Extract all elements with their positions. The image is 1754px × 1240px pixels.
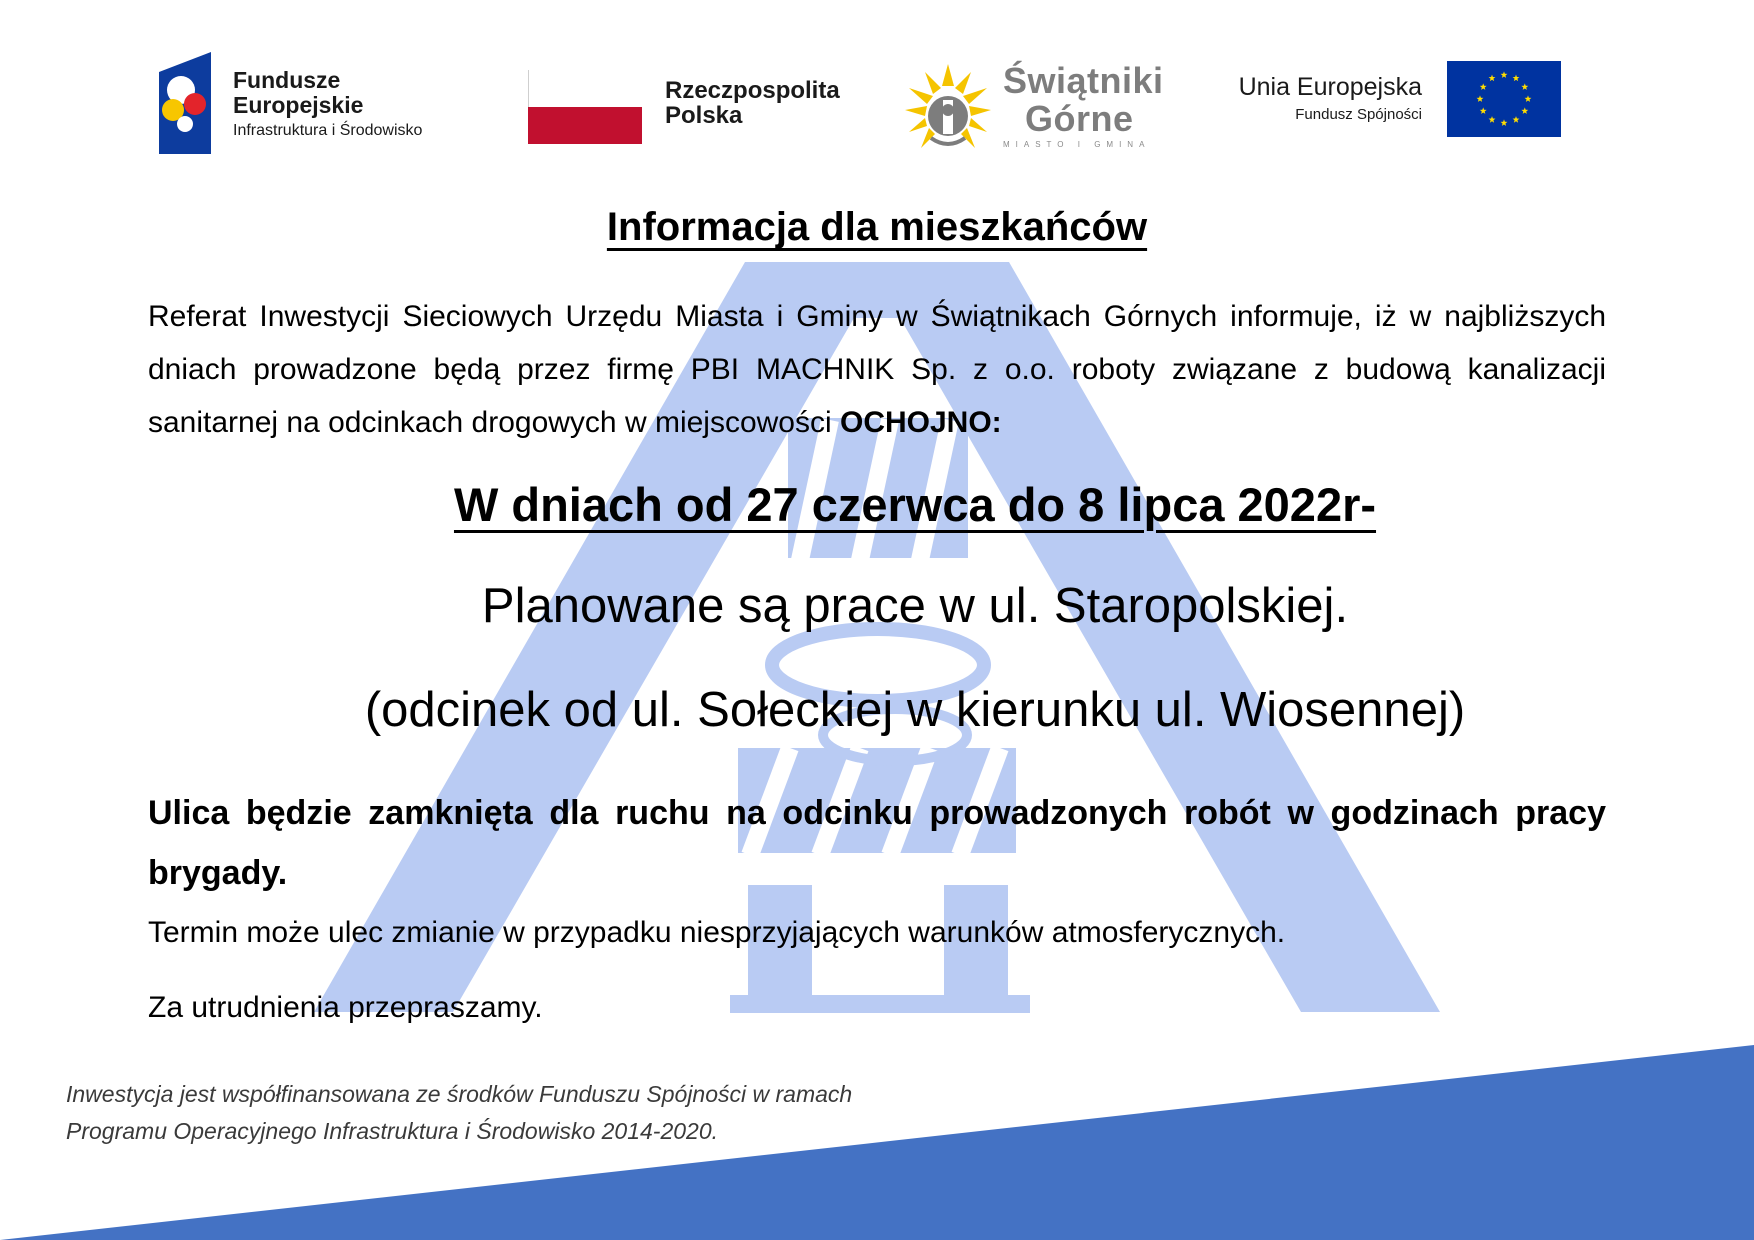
notice-heading: Informacja dla mieszkańców xyxy=(606,205,1148,249)
sg-line2: Górne xyxy=(1025,98,1134,139)
intro-text: Referat Inwestycji Sieciowych Urzędu Miasta i Gminy w Świątnikach Górnych informuje, iż w najbliższych dniach prowadzone będą przez firmę PBI MACHNIK Sp. z o.o. roboty związane z budową kanalizacji sanitarnej na odcinkach drogowych w miejscowości xyxy=(148,300,1606,439)
footer-line1: Inwestycja jest współfinansowana ze środków Funduszu Spójności w ramach xyxy=(66,1081,853,1107)
unia-europejska-label: Unia Europejska xyxy=(1238,73,1422,101)
rp-line2: Polska xyxy=(665,102,743,129)
swiatniki-crest-icon xyxy=(903,58,993,154)
swiatniki-label xyxy=(1003,62,1164,138)
sg-subtitle: MIASTO I GMINA xyxy=(1003,140,1151,149)
apology-text: Za utrudnienia przepraszamy. xyxy=(148,991,543,1024)
fe-name-line2: Europejskie xyxy=(233,92,364,118)
works-dates: W dniach od 27 czerwca do 8 lipca 2022r- xyxy=(453,478,1377,531)
weather-term-note: Termin może ulec zmianie w przypadku niesprzyjających warunków atmosferycznych. xyxy=(148,916,1286,949)
fundusz-spojnosci-label: Fundusz Spójności xyxy=(1295,106,1422,123)
fundusze-europejskie-logo xyxy=(159,52,211,154)
rzeczpospolita-label xyxy=(665,78,840,128)
polish-flag-icon xyxy=(528,70,642,144)
cofinancing-note xyxy=(66,1076,852,1150)
locality-name: OCHOJNO: xyxy=(840,406,1002,439)
road-closure-notice: Ulica będzie zamknięta dla ruchu na odcinku prowadzonych robót w godzinach pracy brygady. xyxy=(148,794,1606,892)
footer-line2: Programu Operacyjnego Infrastruktura i Środowisko 2014-2020. xyxy=(66,1118,719,1144)
fe-subtitle: Infrastruktura i Środowisko xyxy=(233,122,423,139)
eu-flag-icon xyxy=(1447,61,1561,137)
fundusze-europejskie-label xyxy=(233,68,422,142)
works-section: (odcinek od ul. Sołeckiej w kierunku ul. Wiosennej) xyxy=(364,683,1466,737)
planned-works: Planowane są prace w ul. Staropolskiej. xyxy=(481,579,1349,633)
fe-name-line1: Fundusze xyxy=(233,67,341,93)
notice-intro xyxy=(148,290,1606,449)
rp-line1: Rzeczpospolita xyxy=(665,77,840,104)
sg-line1: Świątniki xyxy=(1003,60,1164,101)
